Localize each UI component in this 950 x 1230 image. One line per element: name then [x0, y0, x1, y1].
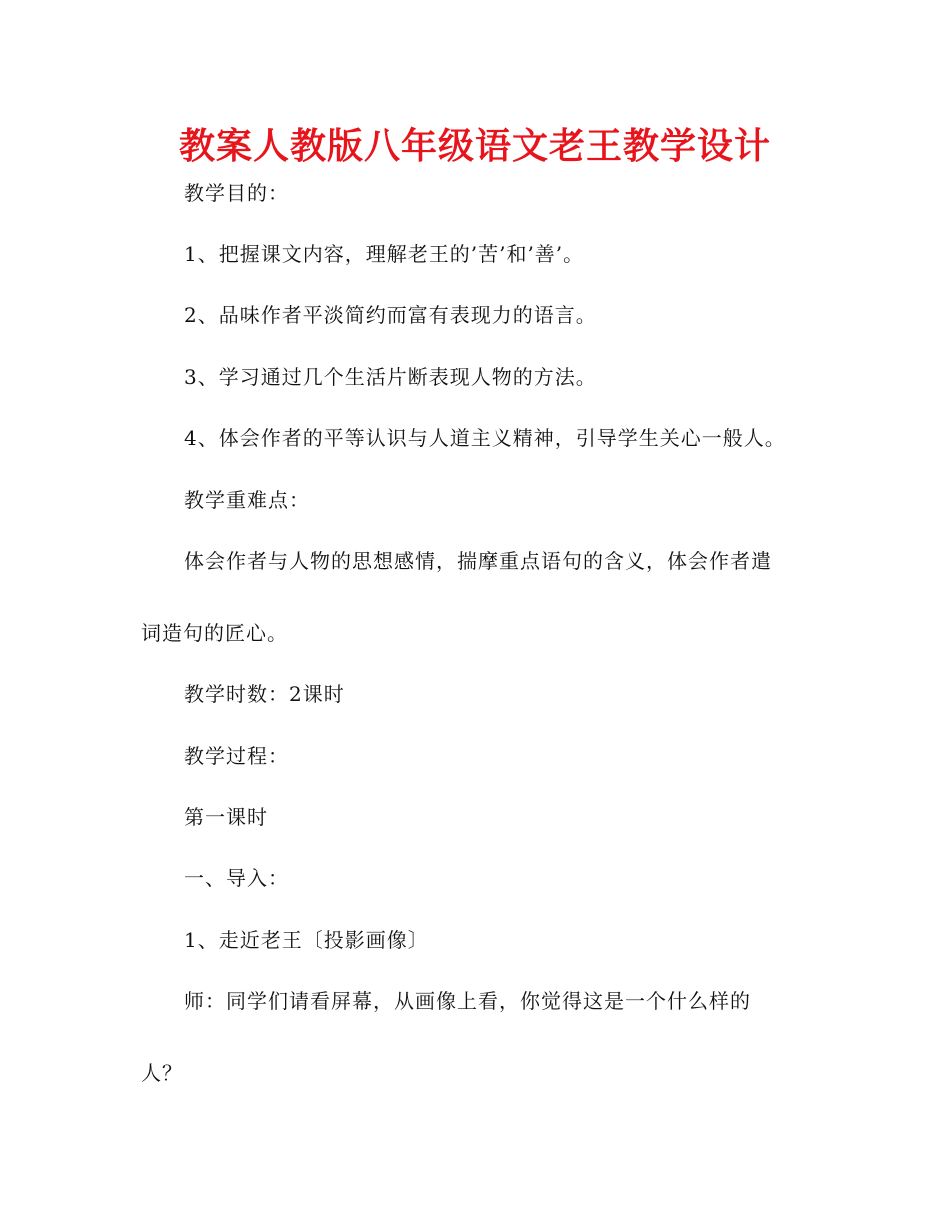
text-line-process-heading: 教学过程： — [184, 744, 289, 768]
text-line-intro-step-1: 1、走近老王〔投影画像〕 — [184, 928, 429, 952]
text-line-class-hours: 教学时数：2课时 — [184, 682, 345, 706]
text-line-objective-1: 1、把握课文内容，理解老王的’苦’和’善’。 — [184, 242, 585, 266]
text-line-key-points-continued: 词造句的匠心。 — [141, 621, 288, 645]
text-line-teacher-question: 师：同学们请看屏幕，从画像上看，你觉得这是一个什么样的 — [184, 989, 751, 1013]
text-line-objective-4: 4、体会作者的平等认识与人道主义精神，引导学生关心一般人。 — [184, 426, 786, 450]
text-line-key-points-body: 体会作者与人物的思想感情，揣摩重点语句的含义，体会作者遣 — [184, 549, 772, 573]
text-line-teacher-question-continued: 人？ — [141, 1061, 183, 1085]
text-line-objectives-heading: 教学目的： — [184, 181, 289, 205]
text-line-first-lesson: 第一课时 — [184, 805, 268, 829]
text-line-intro-heading: 一、导入： — [184, 866, 289, 890]
document-title: 教案人教版八年级语文老王教学设计 — [178, 126, 771, 167]
text-line-objective-2: 2、品味作者平淡简约而富有表现力的语言。 — [184, 303, 597, 327]
text-line-objective-3: 3、学习通过几个生活片断表现人物的方法。 — [184, 365, 597, 389]
text-line-key-points-heading: 教学重难点： — [184, 488, 310, 512]
